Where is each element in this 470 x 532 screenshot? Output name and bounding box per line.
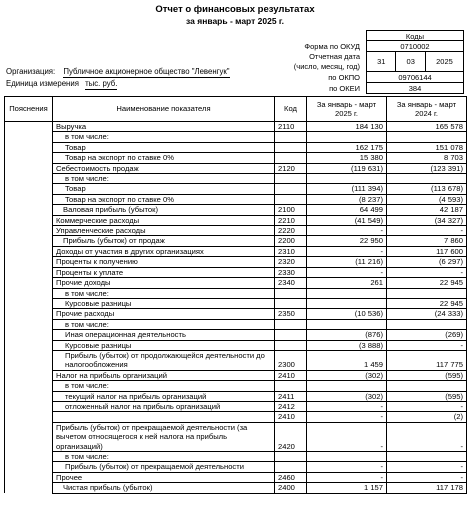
row-note (5, 483, 53, 493)
row-code (275, 153, 307, 163)
table-row (5, 257, 467, 267)
row-code (275, 319, 307, 329)
row-previous-value (387, 174, 467, 184)
table-row (5, 452, 467, 462)
row-code (275, 184, 307, 194)
row-name: Управленческие расходы (53, 226, 275, 236)
table-row (5, 153, 467, 163)
row-previous-value (387, 381, 467, 391)
row-name: Прочие доходы (53, 278, 275, 288)
row-note (5, 163, 53, 173)
row-current-value: - (307, 267, 387, 277)
row-name: Курсовые разницы (53, 298, 275, 308)
row-code: 2220 (275, 226, 307, 236)
row-name: Прибыль (убыток) от продаж (53, 236, 275, 246)
row-previous-value (387, 288, 467, 298)
row-current-value: - (307, 412, 387, 422)
row-previous-value: 42 187 (387, 205, 467, 215)
row-name: текущий налог на прибыль организаций (53, 391, 275, 401)
row-code (275, 330, 307, 340)
row-code: 2310 (275, 246, 307, 256)
previous-period-header: За январь - март 2024 г. (387, 97, 467, 122)
row-current-value: 162 175 (307, 142, 387, 152)
row-code: 2340 (275, 278, 307, 288)
row-current-value (307, 288, 387, 298)
row-code (275, 452, 307, 462)
row-previous-value: 117 775 (387, 350, 467, 370)
row-current-value: 1 157 (307, 483, 387, 493)
table-row (5, 194, 467, 204)
row-note (5, 412, 53, 422)
row-current-value: - (307, 472, 387, 482)
table-row (5, 381, 467, 391)
row-previous-value: 7 860 (387, 236, 467, 246)
row-note (5, 246, 53, 256)
row-note (5, 462, 53, 472)
row-current-value: (876) (307, 330, 387, 340)
row-code (275, 381, 307, 391)
row-note (5, 184, 53, 194)
table-row (5, 340, 467, 350)
row-note (5, 153, 53, 163)
row-code: 2320 (275, 257, 307, 267)
table-row (5, 330, 467, 340)
table-row (5, 142, 467, 152)
row-code (275, 194, 307, 204)
row-name: Проценты к уплате (53, 267, 275, 277)
row-note (5, 422, 53, 451)
okud-label: Форма по ОКУД (304, 42, 360, 51)
codes-block (293, 30, 464, 94)
table-row (5, 288, 467, 298)
row-previous-value: (595) (387, 370, 467, 380)
report-title: Отчет о финансовых результатах (155, 4, 315, 15)
okud-value: 0710002 (366, 41, 464, 52)
row-previous-value: 165 578 (387, 122, 467, 132)
row-name: Прочее (53, 472, 275, 482)
row-previous-value: (24 333) (387, 309, 467, 319)
row-current-value (307, 174, 387, 184)
row-previous-value: - (387, 422, 467, 451)
row-note (5, 257, 53, 267)
row-code: 2410 (275, 412, 307, 422)
row-previous-value: - (387, 340, 467, 350)
row-previous-value: (2) (387, 412, 467, 422)
row-code: 2410 (275, 370, 307, 380)
table-row (5, 278, 467, 288)
row-note (5, 205, 53, 215)
row-name: Валовая прибыль (убыток) (53, 205, 275, 215)
row-name: Прибыль (убыток) от прекращаемой деятельности (53, 462, 275, 472)
unit-value: тыс. руб. (85, 79, 118, 88)
row-previous-value: 22 945 (387, 298, 467, 308)
row-name: Себестоимость продаж (53, 163, 275, 173)
okpo-value: 09706144 (366, 72, 464, 83)
table-row (5, 350, 467, 370)
row-current-value (307, 452, 387, 462)
row-code: 2460 (275, 472, 307, 482)
row-code: 2100 (275, 205, 307, 215)
row-current-value: (10 536) (307, 309, 387, 319)
table-row (5, 132, 467, 142)
table-row (5, 163, 467, 173)
row-name: Прибыль (убыток) от продолжающейся деятельности до налогообложения (53, 350, 275, 370)
row-name: Чистая прибыль (убыток) (53, 483, 275, 493)
table-row (5, 174, 467, 184)
row-code (275, 288, 307, 298)
row-code (275, 462, 307, 472)
row-note (5, 298, 53, 308)
table-row (5, 122, 467, 132)
row-current-value: 184 130 (307, 122, 387, 132)
row-name: в том числе: (53, 319, 275, 329)
row-note (5, 215, 53, 225)
row-name: в том числе: (53, 174, 275, 184)
date-month: 03 (396, 52, 425, 71)
row-note (5, 267, 53, 277)
row-code (275, 340, 307, 350)
unit-label: Единица измерения (6, 79, 79, 88)
row-previous-value: - (387, 472, 467, 482)
row-current-value: - (307, 462, 387, 472)
row-note (5, 330, 53, 340)
row-previous-value: - (387, 462, 467, 472)
row-previous-value: (34 327) (387, 215, 467, 225)
row-current-value (307, 132, 387, 142)
date-day: 31 (367, 52, 396, 71)
row-name: в том числе: (53, 288, 275, 298)
table-row (5, 391, 467, 401)
row-code: 2110 (275, 122, 307, 132)
row-current-value: - (307, 246, 387, 256)
row-code (275, 174, 307, 184)
row-current-value: (111 394) (307, 184, 387, 194)
row-name: Иная операционная деятельность (53, 330, 275, 340)
row-note (5, 401, 53, 411)
row-note (5, 236, 53, 246)
row-code: 2300 (275, 350, 307, 370)
row-previous-value: (4 593) (387, 194, 467, 204)
row-name: Товар (53, 142, 275, 152)
row-name: Коммерческие расходы (53, 215, 275, 225)
row-note (5, 452, 53, 462)
row-note (5, 370, 53, 380)
report-date (366, 52, 464, 72)
row-current-value: (302) (307, 391, 387, 401)
financial-results-table (4, 96, 467, 494)
code-header: Код (275, 97, 307, 122)
row-note (5, 278, 53, 288)
row-current-value: 22 950 (307, 236, 387, 246)
table-row (5, 462, 467, 472)
row-current-value: (302) (307, 370, 387, 380)
row-code: 2350 (275, 309, 307, 319)
table-row (5, 215, 467, 225)
row-code: 2330 (275, 267, 307, 277)
row-code: 2210 (275, 215, 307, 225)
codes-header: Коды (366, 30, 464, 41)
row-code: 2120 (275, 163, 307, 173)
row-previous-value: - (387, 267, 467, 277)
row-current-value: (41 549) (307, 215, 387, 225)
row-code: 2411 (275, 391, 307, 401)
notes-header: Пояснения (5, 97, 53, 122)
row-note (5, 350, 53, 370)
row-current-value (307, 319, 387, 329)
row-current-value (307, 381, 387, 391)
row-note (5, 132, 53, 142)
table-row (5, 319, 467, 329)
row-note (5, 472, 53, 482)
row-name: Доходы от участия в других организациях (53, 246, 275, 256)
row-previous-value: (595) (387, 391, 467, 401)
row-current-value: - (307, 422, 387, 451)
row-previous-value: 117 600 (387, 246, 467, 256)
okpo-label: по ОКПО (328, 73, 360, 82)
row-name: Проценты к получению (53, 257, 275, 267)
row-note (5, 319, 53, 329)
row-note (5, 142, 53, 152)
row-code: 2200 (275, 236, 307, 246)
table-row (5, 401, 467, 411)
row-code (275, 132, 307, 142)
table-row (5, 246, 467, 256)
row-note (5, 226, 53, 236)
org-name: Публичное акционерное общество "Левенгук" (63, 67, 230, 76)
row-previous-value: - (387, 226, 467, 236)
row-note (5, 381, 53, 391)
row-code (275, 298, 307, 308)
table-row (5, 309, 467, 319)
org-block (6, 66, 230, 90)
row-previous-value: (6 297) (387, 257, 467, 267)
row-name: в том числе: (53, 132, 275, 142)
okei-label: по ОКЕИ (329, 84, 360, 93)
row-note (5, 309, 53, 319)
row-name: Прочие расходы (53, 309, 275, 319)
row-previous-value: (113 678) (387, 184, 467, 194)
row-note (5, 194, 53, 204)
row-name: Курсовые разницы (53, 340, 275, 350)
row-note (5, 174, 53, 184)
table-row (5, 184, 467, 194)
current-period-header: За январь - март 2025 г. (307, 97, 387, 122)
row-current-value: (3 888) (307, 340, 387, 350)
row-previous-value: 8 703 (387, 153, 467, 163)
row-name: Прибыль (убыток) от прекращаемой деятельности (за вычетом относящегося к ней налога на прибыль организаций) (53, 422, 275, 451)
row-name: Налог на прибыль организаций (53, 370, 275, 380)
row-current-value: 261 (307, 278, 387, 288)
row-previous-value (387, 452, 467, 462)
date-label: Отчетная дата (число, месяц, год) (293, 52, 360, 71)
row-previous-value: 117 178 (387, 483, 467, 493)
row-code: 2412 (275, 401, 307, 411)
row-current-value: 15 380 (307, 153, 387, 163)
report-period: за январь - март 2025 г. (186, 16, 284, 26)
row-note (5, 340, 53, 350)
table-row (5, 422, 467, 451)
row-previous-value (387, 132, 467, 142)
row-current-value: - (307, 226, 387, 236)
okei-value: 384 (366, 83, 464, 94)
table-row (5, 412, 467, 422)
row-previous-value: - (387, 401, 467, 411)
table-row (5, 483, 467, 493)
row-current-value: 64 499 (307, 205, 387, 215)
row-name (53, 412, 275, 422)
row-current-value: 1 459 (307, 350, 387, 370)
date-year: 2025 (436, 57, 453, 66)
table-row (5, 236, 467, 246)
row-name: Товар на экспорт по ставке 0% (53, 153, 275, 163)
row-name: в том числе: (53, 452, 275, 462)
table-row (5, 472, 467, 482)
row-note (5, 288, 53, 298)
row-current-value (307, 298, 387, 308)
row-current-value: (119 631) (307, 163, 387, 173)
table-row (5, 226, 467, 236)
row-name: Товар (53, 184, 275, 194)
row-current-value: (11 216) (307, 257, 387, 267)
name-header: Наименование показателя (53, 97, 275, 122)
row-current-value: - (307, 401, 387, 411)
row-current-value: (8 237) (307, 194, 387, 204)
row-note (5, 122, 53, 132)
row-name: Товар на экспорт по ставке 0% (53, 194, 275, 204)
table-row (5, 298, 467, 308)
table-row (5, 370, 467, 380)
row-code (275, 142, 307, 152)
row-code: 2420 (275, 422, 307, 451)
row-name: Выручка (53, 122, 275, 132)
row-note (5, 391, 53, 401)
row-name: отложенный налог на прибыль организаций (53, 401, 275, 411)
table-row (5, 267, 467, 277)
row-name: в том числе: (53, 381, 275, 391)
org-label: Организация: (6, 67, 56, 76)
row-previous-value: (269) (387, 330, 467, 340)
row-previous-value: (123 391) (387, 163, 467, 173)
row-previous-value (387, 319, 467, 329)
row-code: 2400 (275, 483, 307, 493)
row-previous-value: 151 078 (387, 142, 467, 152)
row-previous-value: 22 945 (387, 278, 467, 288)
table-row (5, 205, 467, 215)
